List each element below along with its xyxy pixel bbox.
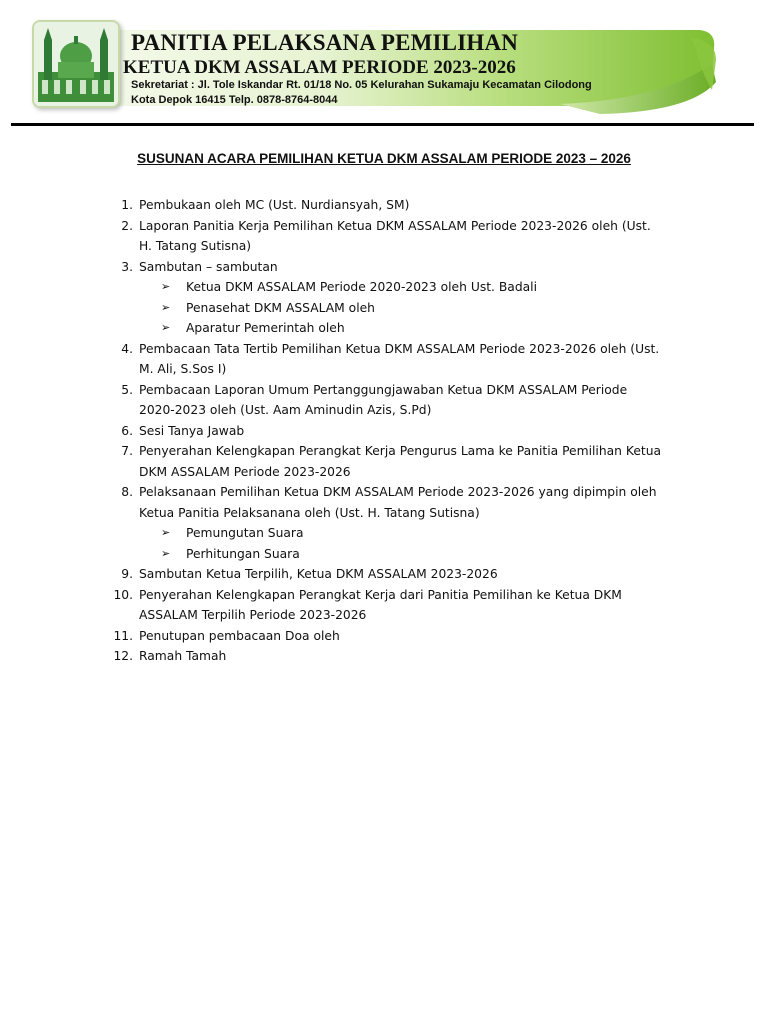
address-line-1: Sekretariat : Jl. Tole Iskandar Rt. 01/18 No. 05 Kelurahan Sukamaju Kecamatan Cilodong <box>131 79 592 91</box>
agenda-item-text: Pembukaan oleh MC (Ust. Nurdiansyah, SM) <box>139 198 410 212</box>
agenda-item-number: 5. <box>121 382 133 397</box>
agenda-list <box>0 195 768 667</box>
agenda-item-text: Pelaksanaan Pemilihan Ketua DKM ASSALAM Periode 2023-2026 yang dipimpin oleh <box>139 485 657 499</box>
agenda-item-text: 2020-2023 oleh (Ust. Aam Aminudin Azis, S.Pd) <box>139 403 432 417</box>
arrow-bullet-icon: ➢ <box>161 546 171 560</box>
agenda-item-text: Sambutan – sambutan <box>139 259 278 274</box>
header-divider <box>11 123 754 126</box>
agenda-item <box>0 257 768 339</box>
arrow-bullet-icon: ➢ <box>161 321 171 334</box>
mosque-icon <box>34 22 118 106</box>
org-subtitle: KETUA DKM ASSALAM PERIODE 2023-2026 <box>123 57 516 78</box>
arrow-bullet-icon: ➢ <box>161 280 171 293</box>
agenda-item <box>0 216 768 257</box>
agenda-item <box>0 421 768 442</box>
agenda-item-number: 9. <box>121 567 133 581</box>
agenda-item-number: 7. <box>121 444 133 458</box>
agenda-item <box>0 564 768 585</box>
agenda-sub-item <box>139 298 676 319</box>
letterhead <box>0 0 768 130</box>
agenda-item-number: 11. <box>113 628 133 643</box>
agenda-item-number: 12. <box>113 649 133 663</box>
agenda-item-text: Pembacaan Tata Tertib Pemilihan Ketua DKM ASSALAM Periode 2023-2026 oleh (Ust. <box>139 341 660 356</box>
agenda-item-text: Penutupan pembacaan Doa oleh <box>139 628 340 643</box>
agenda-sub-item <box>139 523 676 544</box>
agenda-item <box>0 380 768 421</box>
agenda-item <box>0 626 768 647</box>
agenda-item-number: 2. <box>121 218 133 233</box>
agenda-sub-list <box>139 523 676 564</box>
agenda-item-number: 3. <box>121 259 133 274</box>
organization-logo <box>32 20 120 108</box>
agenda-item-number: 4. <box>121 341 133 356</box>
agenda-item <box>0 482 768 564</box>
agenda-sub-item <box>139 544 676 565</box>
agenda-item-text: Penyerahan Kelengkapan Perangkat Kerja dari Panitia Pemilihan ke Ketua DKM <box>139 587 622 602</box>
agenda-item-text: Pembacaan Laporan Umum Pertanggungjawaban Ketua DKM ASSALAM Periode <box>139 382 628 397</box>
agenda-item-text: Penyerahan Kelengkapan Perangkat Kerja Pengurus Lama ke Panitia Pemilihan Ketua <box>139 444 662 458</box>
agenda-item-number: 8. <box>121 485 133 499</box>
agenda-item-text: M. Ali, S.Sos I) <box>139 362 227 376</box>
agenda-item-text: Ramah Tamah <box>139 649 227 663</box>
arrow-bullet-icon: ➢ <box>161 526 171 539</box>
agenda-item-text: DKM ASSALAM Periode 2023-2026 <box>139 464 351 479</box>
agenda-item-text: Laporan Panitia Kerja Pemilihan Ketua DKM ASSALAM Periode 2023-2026 oleh (Ust. <box>139 218 651 233</box>
agenda-sub-list <box>139 277 676 339</box>
agenda-item-text: ASSALAM Terpilih Periode 2023-2026 <box>139 608 367 622</box>
agenda-item-text: Sambutan Ketua Terpilih, Ketua DKM ASSALAM 2023-2026 <box>139 567 498 581</box>
agenda-sub-item-text: Ketua DKM ASSALAM Periode 2020-2023 oleh Ust. Badali <box>186 280 538 294</box>
org-title: PANITIA PELAKSANA PEMILIHAN <box>131 30 519 55</box>
agenda-sub-item <box>139 318 676 339</box>
agenda-item <box>0 441 768 482</box>
agenda-item-number: 10. <box>113 587 133 602</box>
agenda-sub-item-text: Aparatur Pemerintah oleh <box>186 321 345 335</box>
agenda-sub-item <box>139 277 676 298</box>
agenda-item <box>0 339 768 380</box>
agenda-item <box>0 646 768 667</box>
address-line-2: Kota Depok 16415 Telp. 0878-8764-8044 <box>131 94 338 106</box>
arrow-bullet-icon: ➢ <box>161 300 171 314</box>
agenda-sub-item-text: Penasehat DKM ASSALAM oleh <box>186 300 375 315</box>
agenda-sub-item-text: Pemungutan Suara <box>186 526 304 540</box>
agenda-item-text: Ketua Panitia Pelaksanana oleh (Ust. H. Tatang Sutisna) <box>139 505 480 520</box>
agenda-item-text: H. Tatang Sutisna) <box>139 239 252 253</box>
agenda-item-number: 6. <box>121 423 133 438</box>
agenda-sub-item-text: Perhitungan Suara <box>186 546 300 561</box>
document-title: SUSUNAN ACARA PEMILIHAN KETUA DKM ASSALAM PERIODE 2023 – 2026 <box>137 151 631 166</box>
agenda-item-number: 1. <box>121 198 133 212</box>
agenda-item <box>0 195 768 216</box>
agenda-item-text: Sesi Tanya Jawab <box>139 423 245 438</box>
agenda-item <box>0 585 768 626</box>
